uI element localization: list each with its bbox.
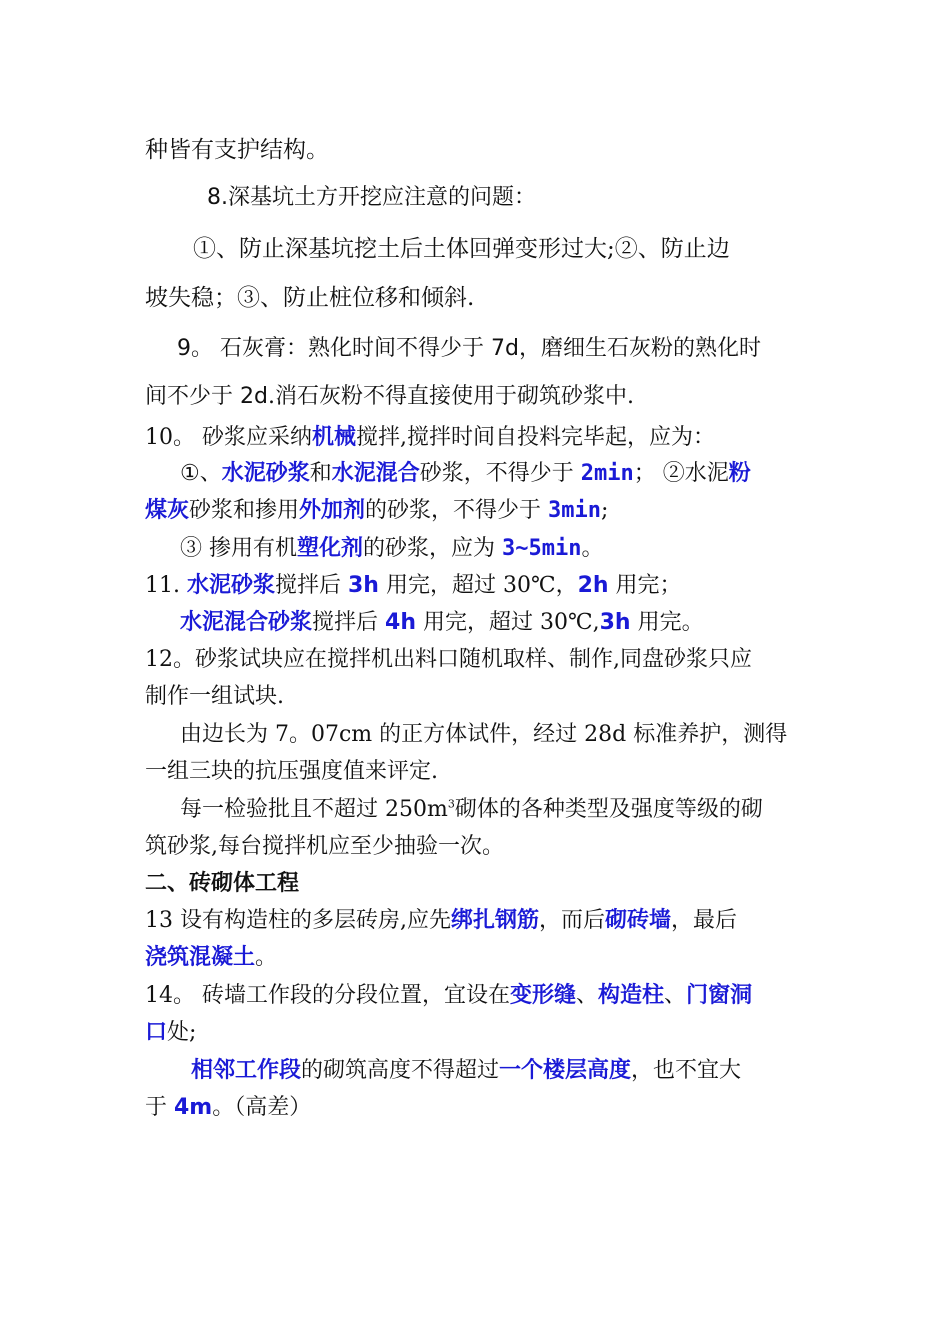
text-line [145,682,284,712]
text-segment: 种皆有支护结构。 [145,137,329,163]
text-segment: 二、砖砌体工程 [145,871,300,896]
highlighted-term: 口 [145,1020,168,1045]
text-segment: 搅拌,搅拌时间自投料完毕起，应为： [356,425,716,450]
text-segment: 12。砂浆试块应在搅拌机出料口随机取样、制作,同盘砂浆只应 [145,647,752,672]
text-segment: ③ 掺用有机 [180,536,297,561]
text-segment: 。 [581,536,604,561]
section-8-heading [207,183,536,213]
text-segment: ，也不宜大 [631,1058,742,1083]
highlighted-term: 浇筑混凝土 [145,945,256,970]
text-segment: 11. [145,573,187,598]
text-line [193,234,730,264]
text-line [145,382,634,412]
text-segment: 8. [207,185,228,210]
highlighted-term: 塑化剂 [297,536,364,561]
highlighted-term: 3~5min [502,536,582,561]
text-line [145,645,752,675]
text-segment: 、 [664,983,687,1008]
text-segment: 由边长为 7。07cm 的正方体试件，经过 28d 标准养护，测得 [180,722,788,747]
text-segment: 间不少于 [145,384,240,409]
highlighted-term: 变形缝 [510,983,577,1008]
highlighted-term: 水泥砂浆 [186,573,275,598]
text-segment: 7d [491,336,519,361]
text-segment: 的砂浆，应为 [363,536,503,561]
text-line [145,1093,311,1123]
text-line [177,334,761,364]
text-segment: 深基坑土方开挖应注意的问题： [228,185,537,210]
highlighted-term: 水泥混合砂浆 [180,610,313,635]
text-segment: 筑砂浆,每台搅拌机应至少抽验一次。 [145,834,504,859]
text-segment: 坡失稳；③、防止桩位移和倾斜. [145,285,475,311]
text-segment: 石灰膏：熟化时间不得少于 [213,336,491,361]
highlighted-term: 4m [174,1095,213,1120]
highlighted-term: 绑扎钢筋 [450,908,539,933]
highlighted-term: 水泥混合 [331,461,420,486]
text-line [180,720,787,750]
highlighted-term: 4h [385,610,416,635]
text-line [145,1018,196,1048]
text-segment: 。 [255,945,278,970]
text-segment: ，而后 [539,908,606,933]
highlighted-term: 砌砖墙 [605,908,672,933]
text-segment: 13 设有构造柱的多层砖房,应先 [145,908,451,933]
text-line [145,981,752,1011]
highlighted-term: 一个楼层高度 [499,1058,632,1083]
text-segment: ，磨细生石灰粉的熟化时 [518,336,761,361]
text-line [145,496,608,526]
text-segment: 9。 [177,336,213,361]
text-segment: 用完，超过 30℃， [378,573,578,598]
text-line [180,795,763,825]
highlighted-term: 煤灰 [145,498,190,523]
text-segment: 用完； [608,573,682,598]
text-segment: 用完，超过 30℃, [416,610,600,635]
text-line [145,832,504,862]
text-segment: 处; [167,1020,197,1045]
text-segment: 砂浆和掺用 [189,498,300,523]
highlighted-term: 水泥砂浆 [221,461,310,486]
text-segment: 的砌筑高度不得超过 [301,1058,500,1083]
text-segment: ； ②水泥 [633,461,729,486]
highlighted-term: 机械 [312,425,357,450]
text-line [191,1056,741,1086]
text-segment: 搅拌后 [275,573,348,598]
highlighted-term: 2h [577,573,609,598]
text-line [180,534,604,564]
text-segment: 制作一组试块. [145,684,284,709]
text-segment: ①、 [180,461,222,486]
text-segment: 。（高差） [212,1095,312,1120]
text-segment: ; [601,498,609,523]
highlighted-term: 3h [348,573,379,598]
text-segment: 一组三块的抗压强度值来评定. [145,759,438,784]
text-segment: 10。 砂浆应采纳 [145,425,312,450]
text-segment: 用完。 [630,610,704,635]
text-segment: 的砂浆，不得少于 [365,498,549,523]
text-segment: 2d [240,384,268,409]
text-segment: 砌体的各种类型及强度等级的砌 [454,797,763,822]
text-segment: 于 [145,1095,174,1120]
text-segment: 3 [447,797,455,811]
text-segment: 搅拌后 [312,610,386,635]
text-segment: 、 [576,983,599,1008]
section-heading [145,869,299,899]
text-line [145,571,682,601]
highlighted-term: 相邻工作段 [191,1058,302,1083]
text-line [180,459,751,489]
text-segment: .消石灰粉不得直接使用于砌筑砂浆中. [267,384,634,409]
text-line [145,283,474,313]
text-line [145,943,277,973]
highlighted-term: 门窗洞 [686,983,753,1008]
text-segment: ①、防止深基坑挖土后土体回弹变形过大;②、防止边 [193,236,730,262]
text-line [145,423,715,453]
highlighted-term: 3min [548,498,602,523]
text-segment: 和 [309,461,332,486]
highlighted-term: 2min [580,461,634,486]
text-segment: 砂浆，不得少于 [419,461,581,486]
text-segment: 每一检验批且不超过 250m [180,797,448,822]
text-segment: ，最后 [671,908,738,933]
highlighted-term: 构造柱 [598,983,665,1008]
highlighted-term: 3h [599,610,631,635]
text-line [180,608,704,638]
text-line [145,906,737,936]
text-segment: 14。 砖墙工作段的分段位置，宜设在 [145,983,510,1008]
highlighted-term: 粉 [728,461,751,486]
highlighted-term: 外加剂 [299,498,366,523]
text-line [145,757,438,787]
text-line [145,135,329,165]
